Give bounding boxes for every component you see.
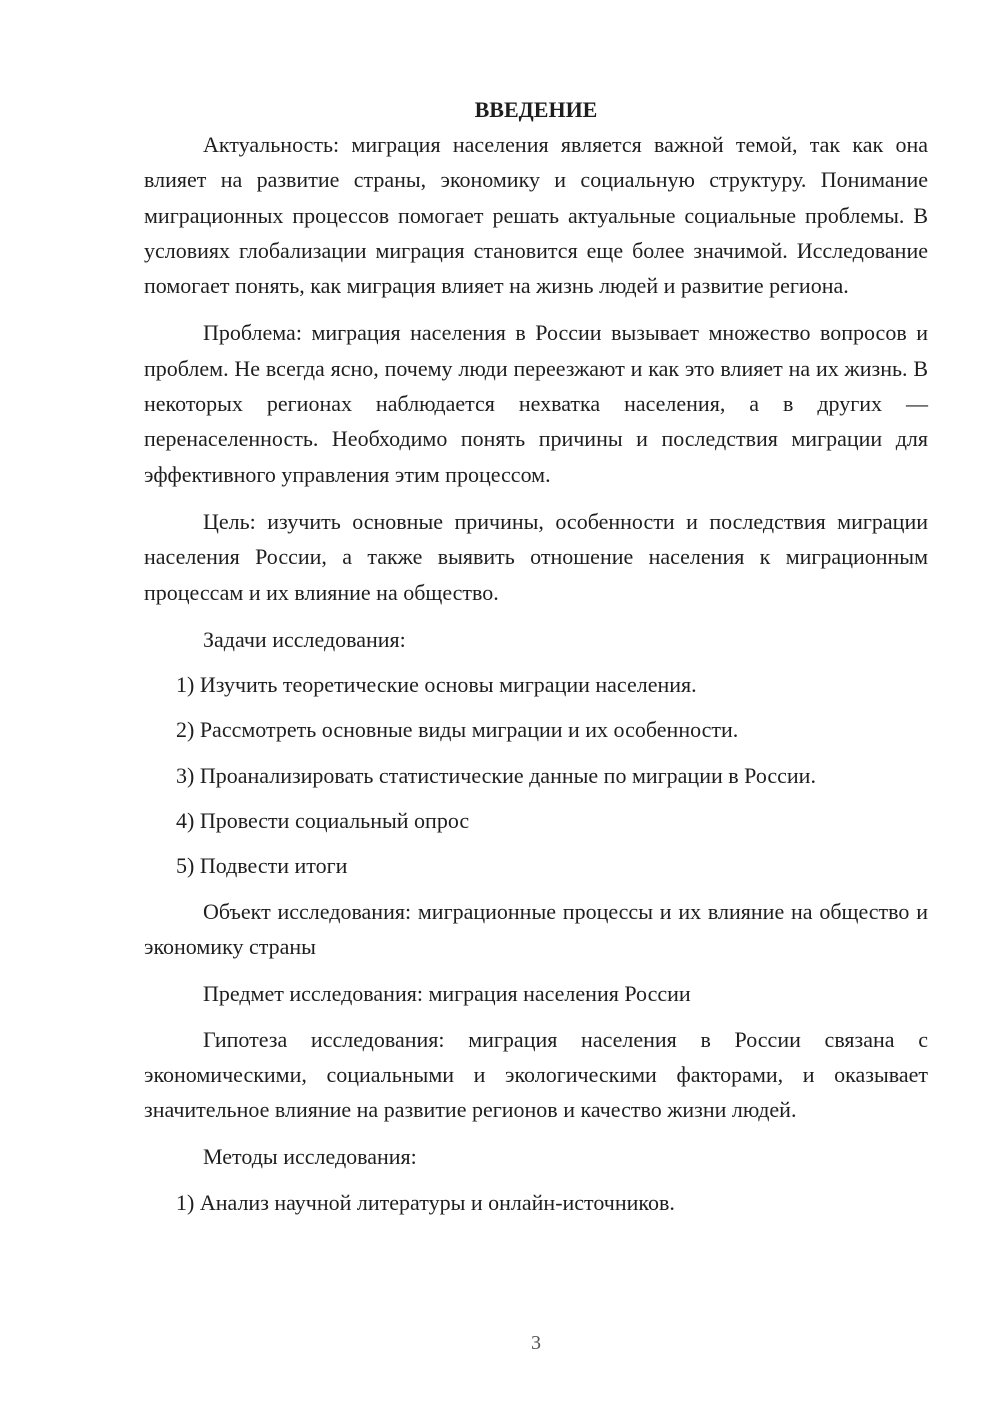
goal-paragraph: Цель: изучить основные причины, особенности и последствия миграции населения России, а также выявить отношение населения к миграционным процессам и их влияние на общество. <box>144 508 928 605</box>
relevance-paragraph: Актуальность: миграция населения является важной темой, так как она влияет на развитие страны, экономику и социальную структуру. Понимание миграционных процессов помогает решать актуальные социальные проблемы. В условиях глобализации миграция становится еще более значимой. Исследование помогает понять, как миграция влияет на жизнь людей и развитие региона. <box>144 132 928 299</box>
page-number: 3 <box>531 1332 541 1354</box>
subject-line: Предмет исследования: миграция населения России <box>203 981 691 1007</box>
methods-heading: Методы исследования: <box>203 1144 417 1170</box>
section-title: ВВЕДЕНИЕ <box>474 97 598 122</box>
problem-paragraph: Проблема: миграция населения в России вызывает множество вопросов и проблем. Не всегда ясно, почему люди переезжают и как это влияет на их жизнь. В некоторых регионах наблюдается нехватка населения, а в других — перенаселенность. Необходимо понять причины и последствия миграции для эффективного управления этим процессом. <box>144 320 928 487</box>
method-item: 1) Анализ научной литературы и онлайн-источников. <box>176 1189 675 1215</box>
page-content <box>144 92 928 1230</box>
hypothesis-paragraph: Гипотеза исследования: миграция населения в России связана с экономическими, социальными и экологическими факторами, и оказывает значительное влияние на развитие регионов и качество жизни людей. <box>144 1026 928 1123</box>
task-item: 2) Рассмотреть основные виды миграции и их особенности. <box>176 717 739 743</box>
tasks-heading: Задачи исследования: <box>203 626 406 652</box>
task-item: 3) Проанализировать статистические данные по миграции в России. <box>176 762 816 788</box>
task-item: 4) Провести социальный опрос <box>176 808 470 834</box>
task-item: 5) Подвести итоги <box>176 853 348 879</box>
object-paragraph: Объект исследования: миграционные процессы и их влияние на общество и экономику страны <box>144 898 928 959</box>
task-item: 1) Изучить теоретические основы миграции населения. <box>176 672 697 698</box>
